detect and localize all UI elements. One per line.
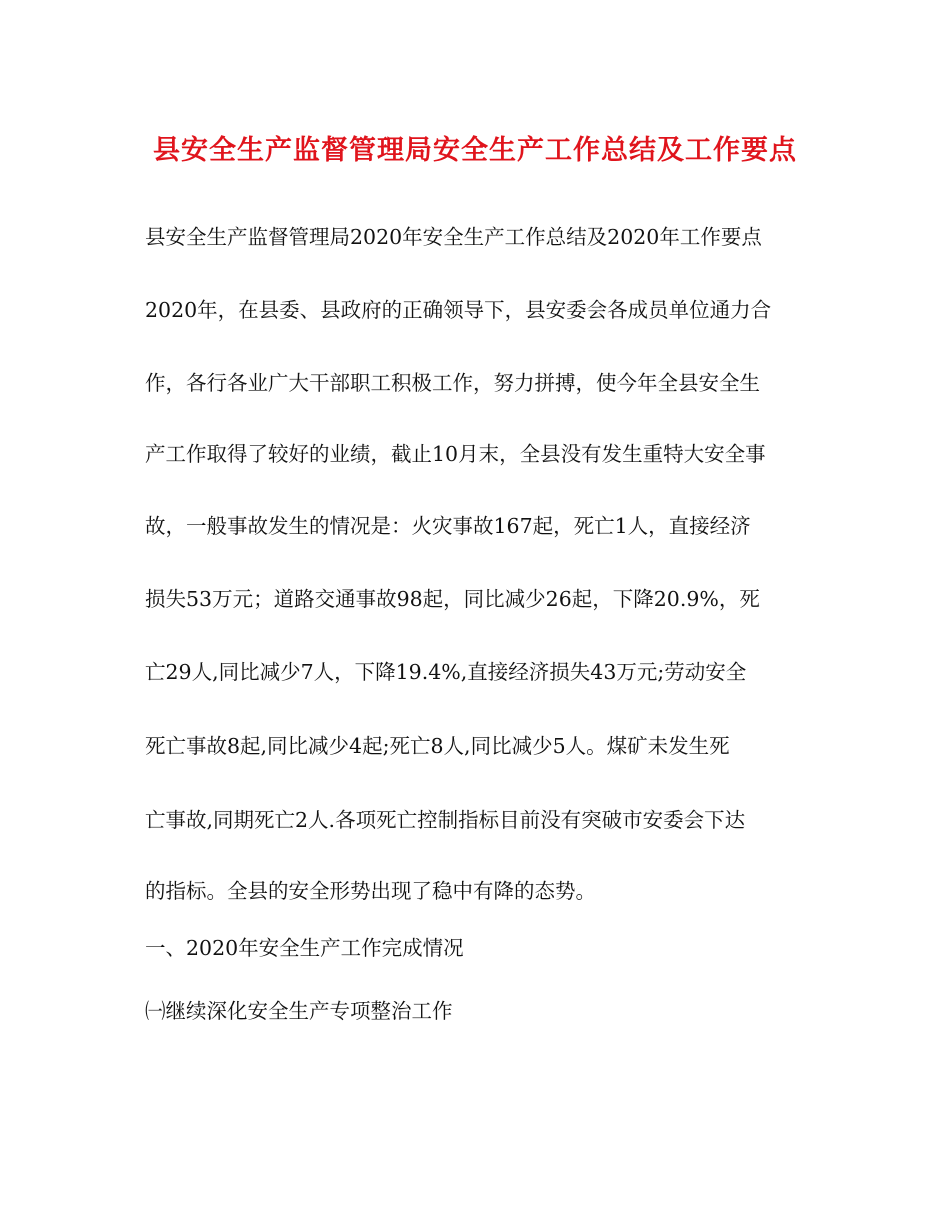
paragraph-line: 作，各行各业广大干部职工积极工作，努力拼搏，使今年全县安全生 xyxy=(145,371,760,395)
paragraph-line: 故，一般事故发生的情况是：火灾事故167起，死亡1人，直接经济 xyxy=(145,514,751,538)
subtitle-line: 县安全生产监督管理局2020年安全生产工作总结及2020年工作要点 xyxy=(145,225,762,249)
paragraph-line: 亡29人,同比减少7人，下降19.4%,直接经济损失43万元;劳动安全 xyxy=(145,660,747,684)
document-title: 县安全生产监督管理局安全生产工作总结及工作要点 xyxy=(153,135,797,166)
paragraph-line: 2020年，在县委、县政府的正确领导下，县安委会各成员单位通力合 xyxy=(145,298,772,322)
paragraph-line: 产工作取得了较好的业绩，截止10月末，全县没有发生重特大安全事 xyxy=(145,442,766,466)
section-heading: 一、2020年安全生产工作完成情况 xyxy=(145,936,464,960)
paragraph-line: 的指标。全县的安全形势出现了稳中有降的态势。 xyxy=(145,879,596,903)
subsection-heading: ㈠继续深化安全生产专项整治工作 xyxy=(145,999,453,1023)
paragraph-line: 死亡事故8起,同比减少4起;死亡8人,同比减少5人。煤矿未发生死 xyxy=(145,734,730,758)
paragraph-line: 损失53万元；道路交通事故98起，同比减少26起，下降20.9%，死 xyxy=(145,587,760,611)
paragraph-line: 亡事故,同期死亡2人.各项死亡控制指标目前没有突破市安委会下达 xyxy=(145,808,746,832)
